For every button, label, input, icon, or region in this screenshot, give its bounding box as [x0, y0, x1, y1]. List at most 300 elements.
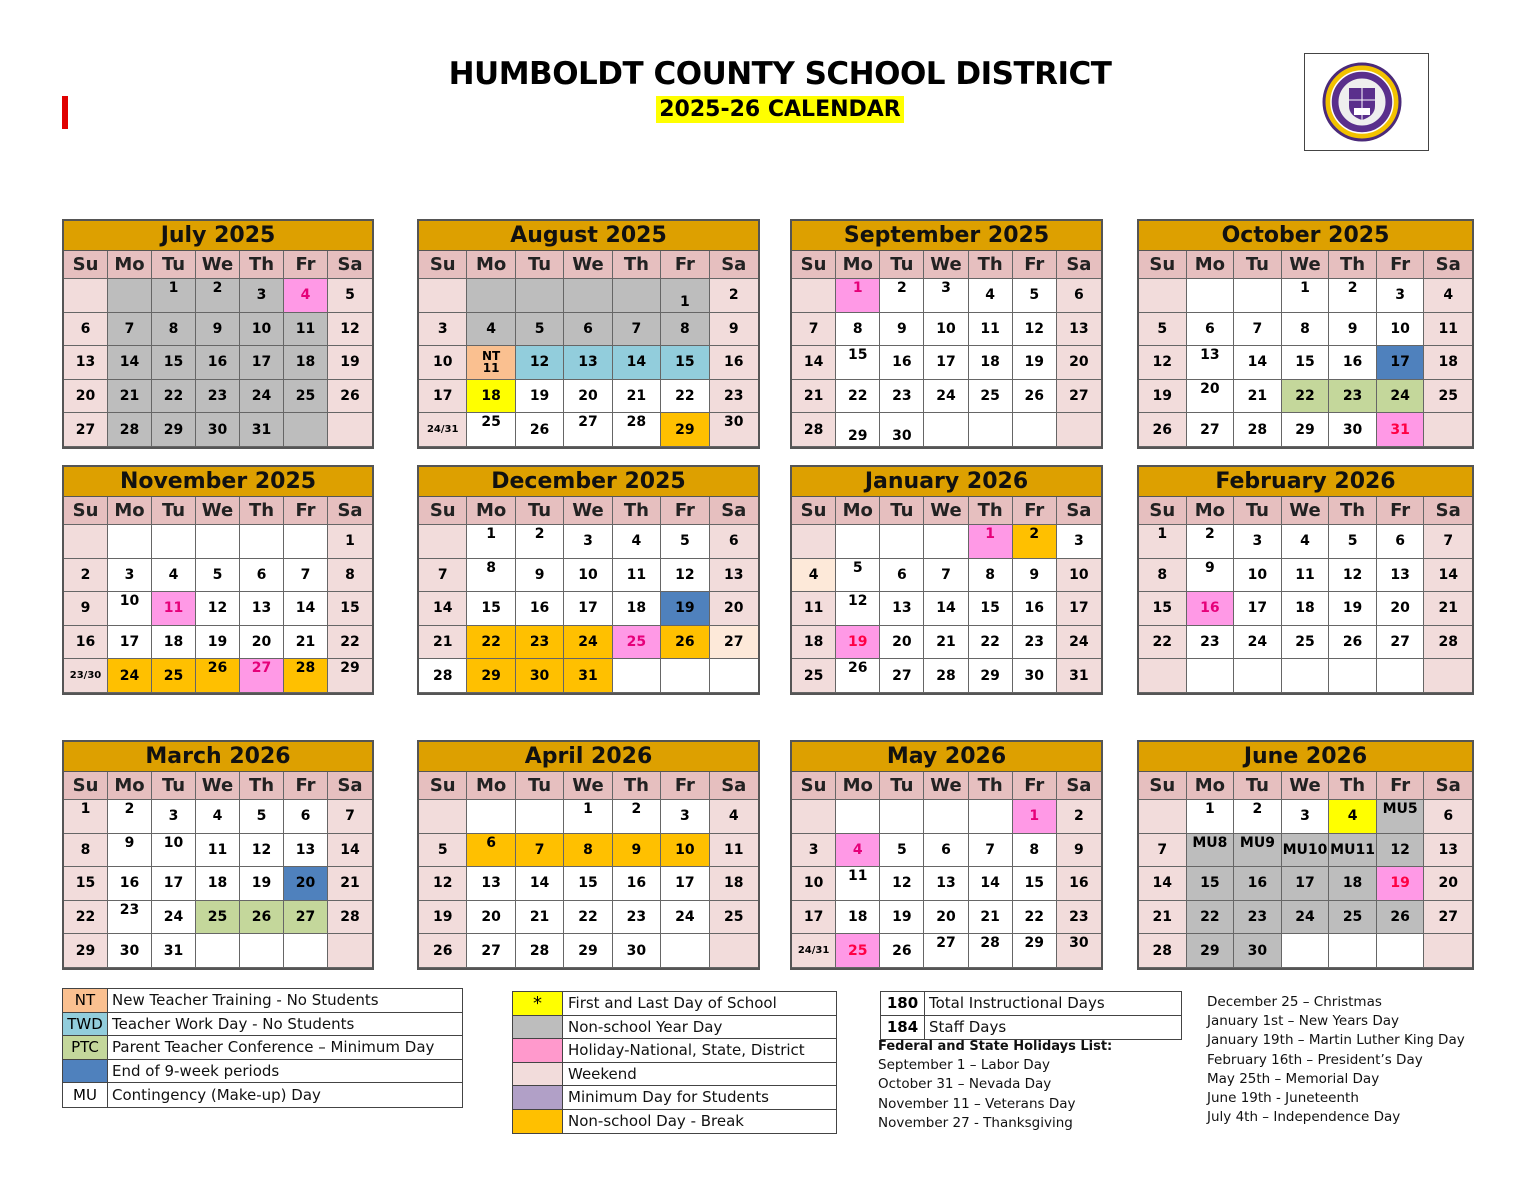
day-cell: 12 — [1013, 313, 1057, 347]
legend-row — [513, 992, 836, 1016]
day-cell: 9 — [1013, 559, 1057, 593]
month-title: July 2025 — [64, 221, 372, 251]
day-cell: 27 — [64, 413, 108, 447]
day-cell: 29 — [836, 413, 880, 447]
day-cell: 9 — [1187, 559, 1235, 593]
legend-swatch — [513, 1063, 563, 1086]
day-cell: 29 — [152, 413, 196, 447]
weekday-header: Tu — [1234, 772, 1282, 800]
day-cell: 1 — [564, 800, 612, 834]
day-cell: 26 — [836, 659, 880, 693]
day-cell: 24 — [152, 901, 196, 935]
weekday-header: We — [196, 772, 240, 800]
day-cell: 30 — [1013, 659, 1057, 693]
month-3 — [1137, 219, 1474, 449]
day-cell: 3 — [1282, 800, 1330, 834]
day-cell: 4 — [792, 559, 836, 593]
day-cell: 24 — [1234, 626, 1282, 660]
day-cell — [64, 525, 108, 559]
month-title: June 2026 — [1139, 742, 1472, 772]
day-cell: 24/31 — [419, 413, 467, 447]
month-title: August 2025 — [419, 221, 758, 251]
day-cell: 29 — [1187, 934, 1235, 968]
day-cell: 15 — [1139, 592, 1187, 626]
day-cell: 21 — [792, 380, 836, 414]
day-cell: 11 — [792, 592, 836, 626]
day-cell: 11 — [710, 834, 758, 868]
day-cell: 3 — [924, 279, 968, 313]
day-cell — [1282, 934, 1330, 968]
holiday-item: May 25th – Memorial Day — [1207, 1070, 1380, 1087]
calendar-year-title: 2025-26 CALENDAR — [656, 96, 904, 123]
legend-label: Parent Teacher Conference – Minimum Day — [112, 1038, 435, 1057]
day-cell: 15 — [969, 592, 1013, 626]
day-cell: 9 — [880, 313, 924, 347]
day-cell — [516, 800, 564, 834]
legend-row — [63, 1013, 462, 1037]
day-cell: 6 — [564, 313, 612, 347]
weekday-header: Su — [1139, 497, 1187, 525]
day-cell: 8 — [64, 834, 108, 868]
month-title: May 2026 — [792, 742, 1101, 772]
day-cell: 31 — [1057, 659, 1101, 693]
weekday-header: Tu — [880, 497, 924, 525]
day-cell — [1139, 659, 1187, 693]
day-cell: 29 — [564, 934, 612, 968]
day-cell: 12 — [196, 592, 240, 626]
day-cell: 8 — [564, 834, 612, 868]
day-cell — [1057, 413, 1101, 447]
weekday-header: Sa — [1057, 251, 1101, 279]
month-9 — [417, 740, 760, 970]
day-cell: 24 — [1057, 626, 1101, 660]
legend-label: First and Last Day of School — [568, 994, 777, 1013]
weekday-header: Mo — [1187, 497, 1235, 525]
day-cell: 18 — [284, 346, 328, 380]
day-cell — [924, 800, 968, 834]
day-cell: 8 — [467, 559, 515, 593]
month-1 — [417, 219, 760, 449]
day-cell: 7 — [1424, 525, 1472, 559]
day-cell: 20 — [880, 626, 924, 660]
day-cell — [1424, 659, 1472, 693]
day-cell: 1 — [1013, 800, 1057, 834]
legend-swatch — [513, 1110, 563, 1134]
day-cell: 9 — [613, 834, 661, 868]
day-cell — [419, 800, 467, 834]
day-cell: 19 — [661, 592, 709, 626]
day-cell: 21 — [1234, 380, 1282, 414]
weekday-header: Tu — [1234, 497, 1282, 525]
legend-label: New Teacher Training - No Students — [112, 991, 379, 1010]
day-cell: 5 — [661, 525, 709, 559]
day-cell: 14 — [969, 867, 1013, 901]
day-cell: 27 — [880, 659, 924, 693]
day-cell: 11 — [836, 867, 880, 901]
day-cell — [1234, 659, 1282, 693]
day-cell — [792, 279, 836, 313]
month-title: October 2025 — [1139, 221, 1472, 251]
weekday-header: Su — [792, 497, 836, 525]
day-cell: 20 — [467, 901, 515, 935]
weekday-header: Th — [240, 772, 284, 800]
day-cell — [196, 934, 240, 968]
day-cell: 21 — [419, 626, 467, 660]
day-cell: 20 — [924, 901, 968, 935]
legend-label: Teacher Work Day - No Students — [112, 1014, 355, 1033]
day-totals — [880, 991, 1182, 1040]
day-cell — [1187, 279, 1235, 313]
day-cell: 19 — [328, 346, 372, 380]
day-cell: 22 — [467, 626, 515, 660]
holidays-heading: Federal and State Holidays List: — [878, 1039, 1113, 1054]
day-cell: 30 — [1057, 934, 1101, 968]
day-cell: 27 — [1424, 901, 1472, 935]
day-cell: 3 — [564, 525, 612, 559]
day-cell — [1329, 659, 1377, 693]
day-cell: 30 — [516, 659, 564, 693]
weekday-header: Fr — [661, 772, 709, 800]
day-cell: 14 — [284, 592, 328, 626]
day-cell: 12 — [1377, 834, 1425, 868]
day-cell: 27 — [1187, 413, 1235, 447]
day-cell — [836, 800, 880, 834]
day-cell: 7 — [924, 559, 968, 593]
day-cell: 12 — [328, 313, 372, 347]
district-seal-icon — [1321, 62, 1403, 142]
weekday-header: Fr — [1377, 497, 1425, 525]
weekday-header: Th — [240, 251, 284, 279]
day-cell: 1 — [969, 525, 1013, 559]
holidays-list-right — [1207, 993, 1465, 1127]
day-cell: 4 — [284, 279, 328, 313]
day-cell — [1329, 934, 1377, 968]
day-cell: MU11 — [1329, 834, 1377, 868]
legend-label: Total Instructional Days — [929, 994, 1105, 1013]
day-cell: 19 — [196, 626, 240, 660]
day-cell: 17 — [564, 592, 612, 626]
weekday-header: Sa — [328, 497, 372, 525]
legend-swatch — [63, 1060, 108, 1083]
day-cell — [284, 934, 328, 968]
day-cell: 5 — [240, 800, 284, 834]
day-cell: 5 — [880, 834, 924, 868]
day-cell: 16 — [64, 626, 108, 660]
day-cell: 28 — [969, 934, 1013, 968]
weekday-header: We — [564, 772, 612, 800]
day-cell: 26 — [516, 413, 564, 447]
weekday-header: Tu — [516, 497, 564, 525]
day-cell: 2 — [1057, 800, 1101, 834]
day-cell: 17 — [419, 380, 467, 414]
weekday-header: Mo — [1187, 772, 1235, 800]
day-cell: 6 — [240, 559, 284, 593]
weekday-header: We — [564, 251, 612, 279]
weekday-header: Su — [64, 497, 108, 525]
day-cell — [152, 525, 196, 559]
weekday-header: Th — [240, 497, 284, 525]
weekday-header: Th — [1329, 772, 1377, 800]
weekday-header: We — [196, 251, 240, 279]
weekday-header: Th — [969, 497, 1013, 525]
day-cell: 3 — [1057, 525, 1101, 559]
day-cell: 18 — [196, 867, 240, 901]
legend-row — [881, 992, 1181, 1016]
day-cell: 14 — [419, 592, 467, 626]
day-cell: 12 — [516, 346, 564, 380]
day-cell: 31 — [564, 659, 612, 693]
day-cell: 3 — [108, 559, 152, 593]
day-cell: 9 — [1057, 834, 1101, 868]
day-cell: 7 — [1139, 834, 1187, 868]
day-cell: 17 — [1282, 867, 1330, 901]
day-cell: 22 — [152, 380, 196, 414]
day-cell: 15 — [152, 346, 196, 380]
day-cell: 17 — [108, 626, 152, 660]
legend-swatch: PTC — [63, 1036, 108, 1059]
day-cell: 23 — [710, 380, 758, 414]
day-cell: 13 — [1057, 313, 1101, 347]
day-cell: 10 — [1057, 559, 1101, 593]
day-cell: 8 — [836, 313, 880, 347]
day-cell: 13 — [564, 346, 612, 380]
red-marker — [62, 96, 68, 129]
day-cell: 24 — [564, 626, 612, 660]
day-cell: 28 — [792, 413, 836, 447]
day-cell: 8 — [1139, 559, 1187, 593]
legend-swatch: TWD — [63, 1013, 108, 1036]
day-cell: 10 — [1377, 313, 1425, 347]
day-cell: 16 — [1187, 592, 1235, 626]
day-cell: 13 — [1424, 834, 1472, 868]
day-cell: 30 — [880, 413, 924, 447]
day-cell: 23 — [516, 626, 564, 660]
day-cell: 27 — [1377, 626, 1425, 660]
day-cell: 6 — [467, 834, 515, 868]
day-cell: 21 — [328, 867, 372, 901]
month-8 — [62, 740, 374, 970]
day-cell: 6 — [284, 800, 328, 834]
day-cell: 23 — [1013, 626, 1057, 660]
day-cell: 24/31 — [792, 934, 836, 968]
day-cell: 9 — [710, 313, 758, 347]
legend-swatch — [513, 1039, 563, 1062]
weekday-header: Mo — [467, 251, 515, 279]
legend-swatch: NT — [63, 989, 108, 1012]
day-cell — [792, 525, 836, 559]
day-cell: 20 — [284, 867, 328, 901]
day-cell: 4 — [1424, 279, 1472, 313]
day-cell: 12 — [661, 559, 709, 593]
day-cell — [240, 525, 284, 559]
weekday-header: Sa — [710, 497, 758, 525]
day-cell: 2 — [880, 279, 924, 313]
day-cell: 13 — [924, 867, 968, 901]
weekday-header: We — [564, 497, 612, 525]
day-cell: 20 — [710, 592, 758, 626]
weekday-header: Mo — [467, 772, 515, 800]
day-cell: 24 — [108, 659, 152, 693]
day-cell: 24 — [924, 380, 968, 414]
day-cell: 28 — [419, 659, 467, 693]
day-cell: 23/30 — [64, 659, 108, 693]
day-cell: 14 — [1424, 559, 1472, 593]
day-cell: 12 — [1329, 559, 1377, 593]
legend-colors — [512, 991, 837, 1134]
weekday-header: Mo — [467, 497, 515, 525]
day-cell: 3 — [792, 834, 836, 868]
day-cell: 4 — [196, 800, 240, 834]
day-cell: 12 — [419, 867, 467, 901]
day-cell: 19 — [836, 626, 880, 660]
holiday-item: June 19th - Juneteenth — [1207, 1090, 1359, 1107]
day-cell: 14 — [328, 834, 372, 868]
day-cell: 14 — [516, 867, 564, 901]
day-cell: 10 — [152, 834, 196, 868]
day-cell: 3 — [661, 800, 709, 834]
day-cell: 5 — [1139, 313, 1187, 347]
legend-row — [513, 1016, 836, 1040]
weekday-header: Mo — [108, 251, 152, 279]
weekday-header: Th — [969, 772, 1013, 800]
holiday-item: January 19th – Martin Luther King Day — [1207, 1032, 1465, 1049]
day-cell: 19 — [1329, 592, 1377, 626]
weekday-header: Mo — [108, 772, 152, 800]
month-7 — [1137, 465, 1474, 695]
day-cell: 30 — [196, 413, 240, 447]
day-cell: 25 — [467, 413, 515, 447]
day-cell: 15 — [467, 592, 515, 626]
day-cell: 13 — [284, 834, 328, 868]
day-cell: 27 — [1057, 380, 1101, 414]
day-cell — [710, 934, 758, 968]
legend-row — [63, 1036, 462, 1060]
day-cell: 1 — [152, 279, 196, 313]
district-logo — [1304, 53, 1429, 151]
day-cell: 16 — [1013, 592, 1057, 626]
day-cell: 16 — [196, 346, 240, 380]
weekday-header: Th — [1329, 251, 1377, 279]
day-cell — [419, 279, 467, 313]
day-cell: 5 — [516, 313, 564, 347]
day-cell: 9 — [196, 313, 240, 347]
day-cell: 2 — [613, 800, 661, 834]
day-cell: 30 — [1329, 413, 1377, 447]
day-cell: 1 — [1139, 525, 1187, 559]
day-cell: 4 — [1329, 800, 1377, 834]
weekday-header: Fr — [284, 251, 328, 279]
weekday-header: Sa — [1424, 251, 1472, 279]
day-cell: 15 — [328, 592, 372, 626]
day-cell: 25 — [969, 380, 1013, 414]
day-cell: 2 — [1329, 279, 1377, 313]
holiday-item: November 11 – Veterans Day — [878, 1095, 1076, 1112]
day-cell: 28 — [1424, 626, 1472, 660]
weekday-header: We — [196, 497, 240, 525]
day-cell: 25 — [792, 659, 836, 693]
day-cell: 20 — [64, 380, 108, 414]
weekday-header: Su — [1139, 251, 1187, 279]
day-cell: 13 — [880, 592, 924, 626]
month-title: March 2026 — [64, 742, 372, 772]
day-cell: 16 — [1234, 867, 1282, 901]
day-cell: 2 — [64, 559, 108, 593]
holidays-list-left — [878, 1037, 1112, 1133]
day-cell: 25 — [284, 380, 328, 414]
month-title: November 2025 — [64, 467, 372, 497]
day-cell: 20 — [1057, 346, 1101, 380]
day-cell: 7 — [419, 559, 467, 593]
month-title: April 2026 — [419, 742, 758, 772]
day-cell: 6 — [1424, 800, 1472, 834]
day-cell: 6 — [880, 559, 924, 593]
weekday-header: Fr — [1013, 772, 1057, 800]
day-cell: 31 — [1377, 413, 1425, 447]
month-5 — [417, 465, 760, 695]
weekday-header: Sa — [1057, 497, 1101, 525]
day-cell: 17 — [1377, 346, 1425, 380]
day-cell — [1377, 934, 1425, 968]
day-cell: 23 — [613, 901, 661, 935]
weekday-header: Th — [613, 772, 661, 800]
legend-swatch: 180 — [881, 992, 925, 1015]
day-cell: 5 — [1013, 279, 1057, 313]
weekday-header: Tu — [152, 251, 196, 279]
day-cell: 10 — [564, 559, 612, 593]
legend-label: Minimum Day for Students — [568, 1088, 769, 1107]
day-cell: 25 — [1282, 626, 1330, 660]
day-cell: 24 — [1282, 901, 1330, 935]
day-cell: 14 — [1234, 346, 1282, 380]
weekday-header: Fr — [1013, 251, 1057, 279]
day-cell: 22 — [1282, 380, 1330, 414]
day-cell: 3 — [1234, 525, 1282, 559]
day-cell: 18 — [1424, 346, 1472, 380]
legend-swatch: * — [513, 992, 563, 1015]
weekday-header: Fr — [661, 497, 709, 525]
day-cell: 6 — [1377, 525, 1425, 559]
day-cell: 16 — [1329, 346, 1377, 380]
day-cell: 11 — [613, 559, 661, 593]
day-cell: 29 — [661, 413, 709, 447]
day-cell: 16 — [1057, 867, 1101, 901]
weekday-header: Fr — [1377, 772, 1425, 800]
day-cell — [661, 659, 709, 693]
day-cell: 6 — [64, 313, 108, 347]
day-cell: 2 — [108, 800, 152, 834]
day-cell: 21 — [924, 626, 968, 660]
day-cell: 3 — [1377, 279, 1425, 313]
weekday-header: Sa — [328, 772, 372, 800]
day-cell: 17 — [792, 901, 836, 935]
weekday-header: Sa — [328, 251, 372, 279]
day-cell: 30 — [108, 934, 152, 968]
day-cell: 28 — [613, 413, 661, 447]
day-cell: 1 — [836, 279, 880, 313]
weekday-header: Sa — [1424, 772, 1472, 800]
day-cell: 2 — [1013, 525, 1057, 559]
day-cell: 11 — [196, 834, 240, 868]
weekday-header: We — [924, 497, 968, 525]
day-cell: 26 — [196, 659, 240, 693]
day-cell — [792, 800, 836, 834]
day-cell — [64, 279, 108, 313]
day-cell: 21 — [108, 380, 152, 414]
day-cell: 22 — [1013, 901, 1057, 935]
day-cell: 2 — [1187, 525, 1235, 559]
weekday-header: Su — [1139, 772, 1187, 800]
day-cell: 23 — [880, 380, 924, 414]
